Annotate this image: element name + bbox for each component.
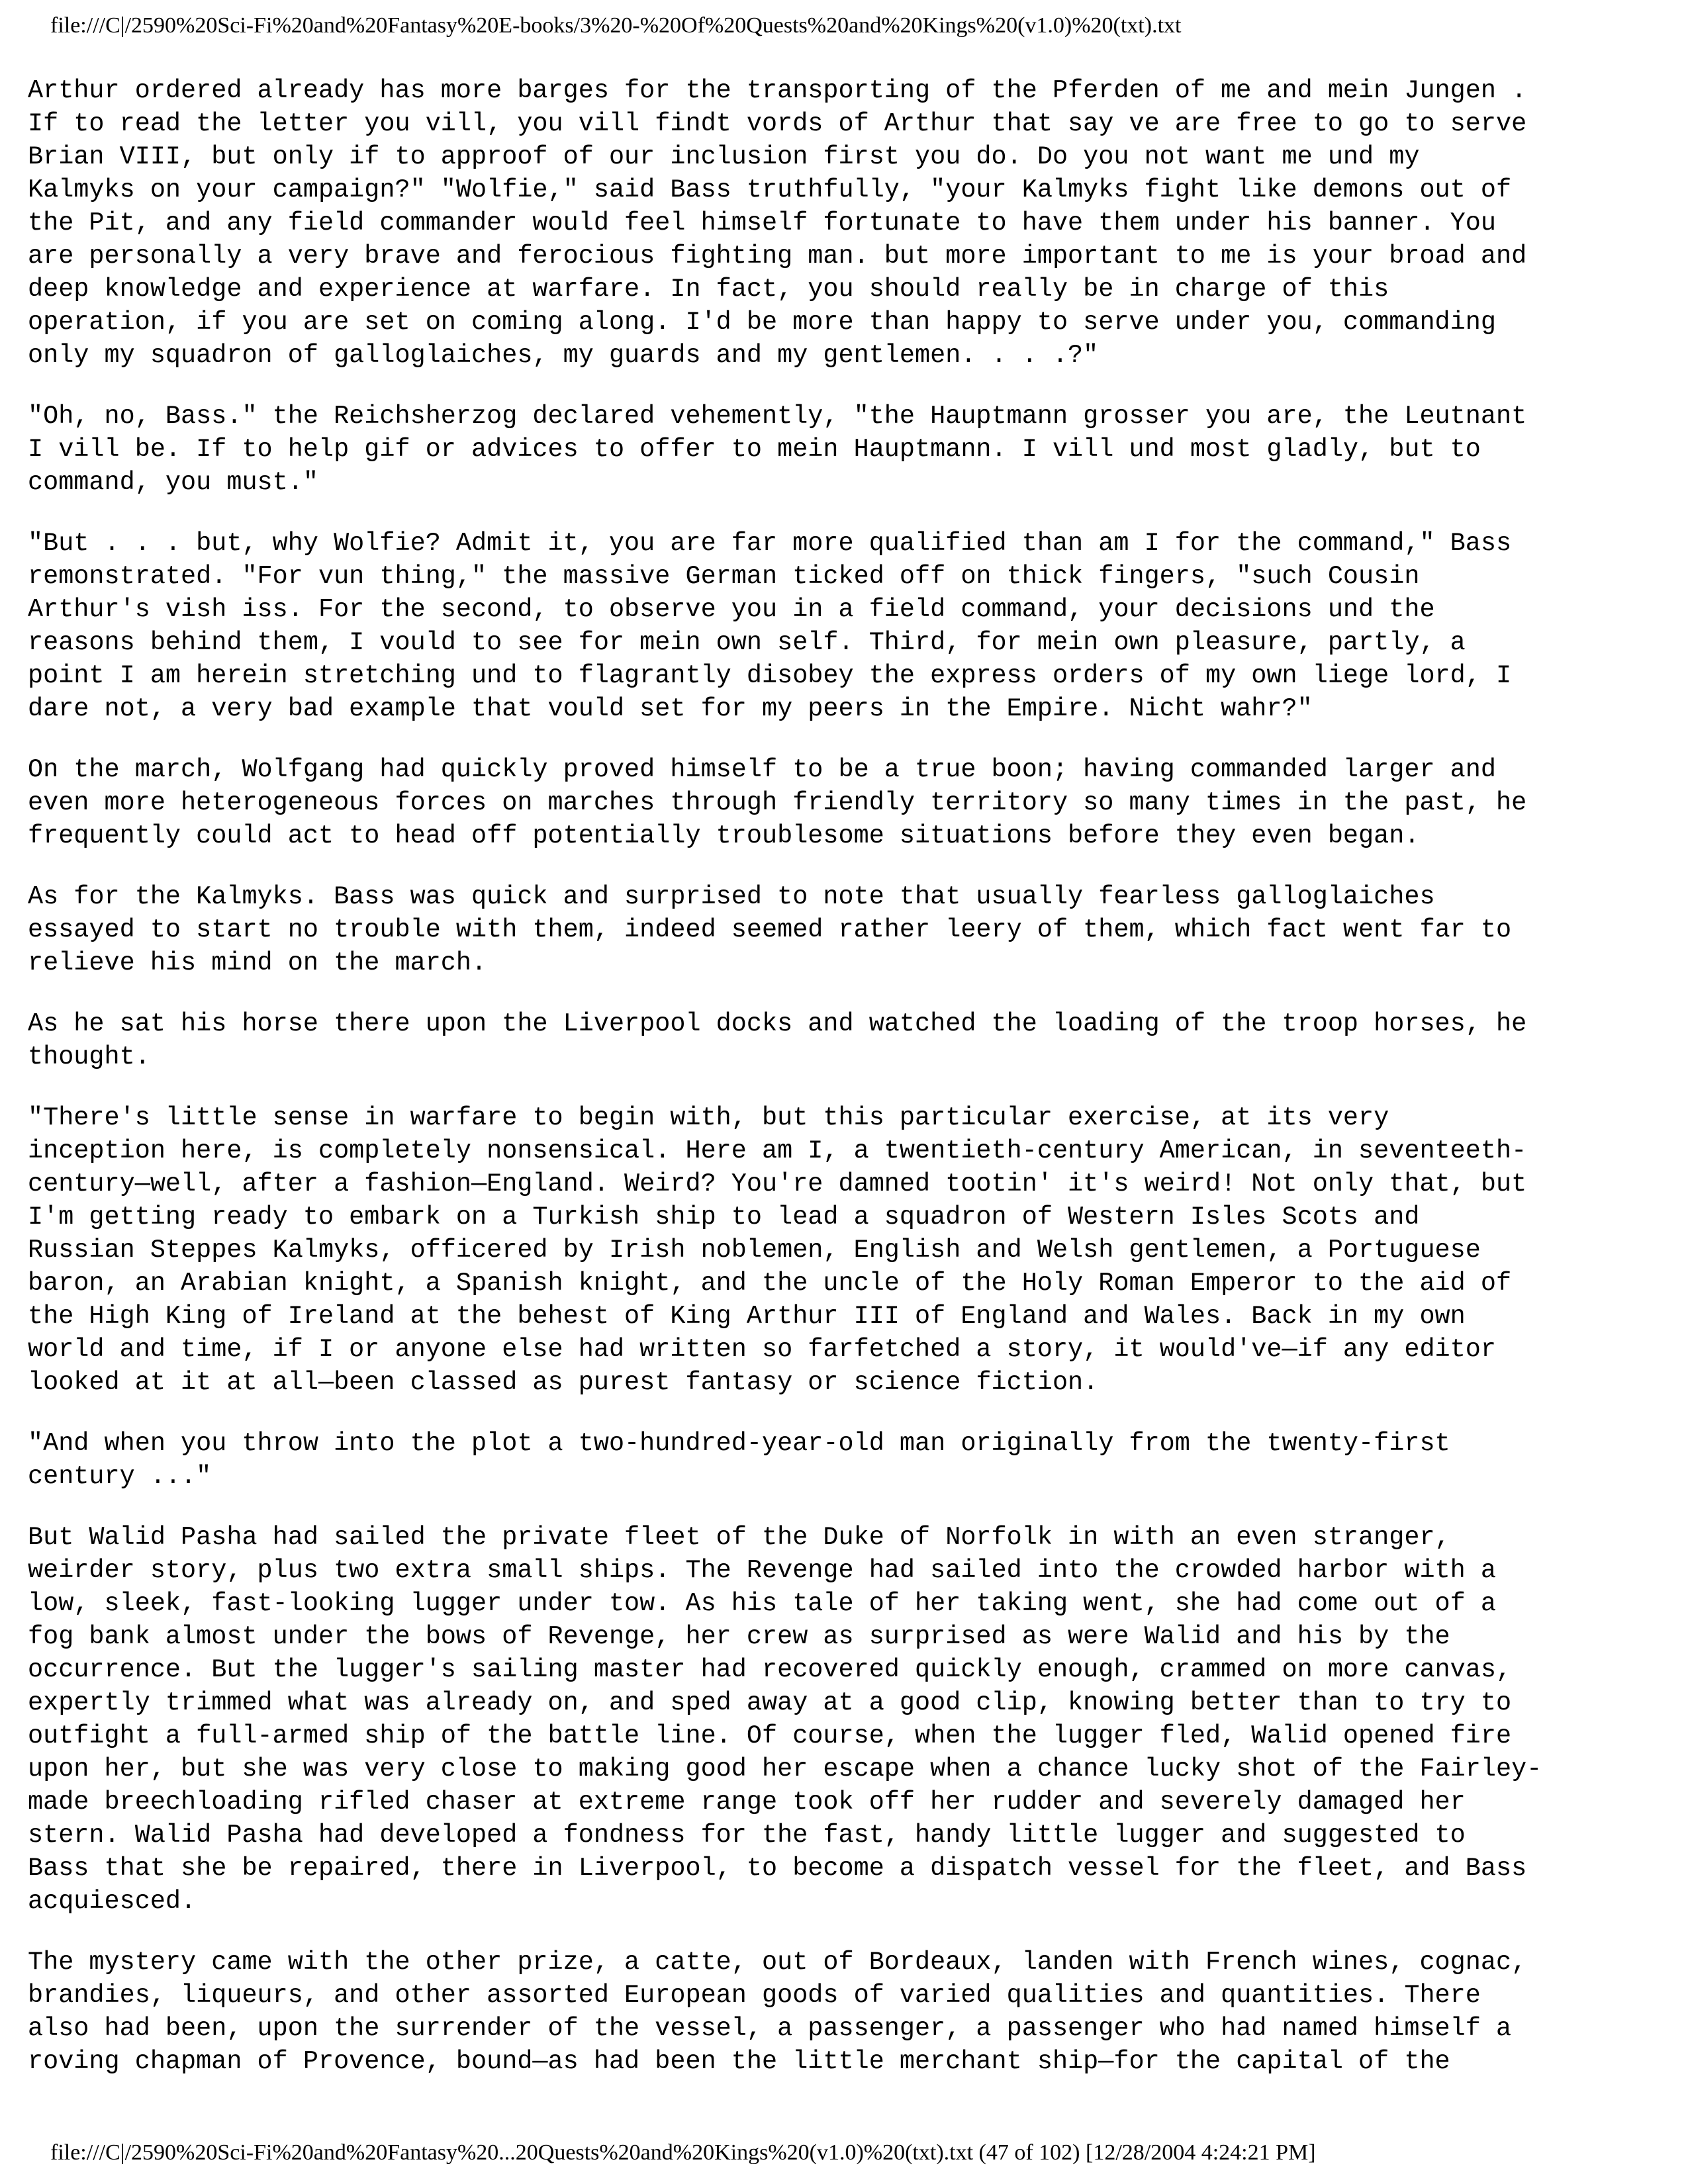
document-body	[28, 74, 1663, 2106]
paragraph: But Walid Pasha had sailed the private fleet of the Duke of Norfolk in with an even stranger, weirder story, plus two extra small ships. The Revenge had sailed into the crowded harbor with a low, sleek, fast-looking lugger under tow. As his tale of her taking went, she had come out of a fog bank almost under the bows of Revenge, her crew as surprised as were Walid and his by the occurrence. But the lugger's sailing master had recovered quickly enough, crammed on more canvas, expertly trimmed what was already on, and sped away at a good clip, knowing better than to try to outfight a full-armed ship of the battle line. Of course, when the lugger fled, Walid opened fire upon her, but she was very close to making good her escape when a chance lucky shot of the Fairley- made breechloading rifled chaser at extreme range took off her rudder and severely damaged her stern. Walid Pasha had developed a fondness for the fast, handy little lugger and suggested to Bass that she be repaired, there in Liverpool, to become a dispatch vessel for the fleet, and Bass acquiesced.	[28, 1523, 1542, 1916]
paragraph: As he sat his horse there upon the Liverpool docks and watched the loading of the troop horses, he thought.	[28, 1009, 1527, 1071]
paragraph: "Oh, no, Bass." the Reichsherzog declared vehemently, "the Hauptmann grosser you are, the Leutnant I vill be. If to help gif or advices to offer to mein Hauptmann. I vill und most gladly, but to command, you must."	[28, 402, 1527, 497]
paragraph: On the march, Wolfgang had quickly proved himself to be a true boon; having commanded larger and even more heterogeneous forces on marches through friendly territory so many times in the past, he frequently could act to head off potentially troublesome situations before they even began.	[28, 755, 1527, 850]
paragraph: The mystery came with the other prize, a catte, out of Bordeaux, landen with French wines, cognac, brandies, liqueurs, and other assorted European goods of varied qualities and quantities. There also had been, upon the surrender of the vessel, a passenger, a passenger who had named himself a roving chapman of Provence, bound—as had been the little merchant ship—for the capital of the	[28, 1948, 1527, 2076]
page-header-url: file:///C|/2590%20Sci-Fi%20and%20Fantasy%20E-books/3%20-%20Of%20Quests%20and%20Kings%20(v1.0)%20(txt).txt	[50, 13, 1182, 38]
paragraph: As for the Kalmyks. Bass was quick and surprised to note that usually fearless galloglaiches essayed to start no trouble with them, indeed seemed rather leery of them, which fact went far to relieve his mind on the march.	[28, 882, 1512, 978]
paragraph: "There's little sense in warfare to begin with, but this particular exercise, at its very inception here, is completely nonsensical. Here am I, a twentieth-century American, in seventeeth- century—well, after a fashion—England. Weird? You're damned tootin' it's weird! Not only that, but I'm getting ready to embark on a Turkish ship to lead a squadron of Western Isles Scots and Russian Steppes Kalmyks, officered by Irish noblemen, English and Welsh gentlemen, a Portuguese baron, an Arabian knight, a Spanish knight, and the uncle of the Holy Roman Emperor to the aid of the High King of Ireland at the behest of King Arthur III of England and Wales. Back in my own world and time, if I or anyone else had written so farfetched a story, it would've—if any editor looked at it at all—been classed as purest fantasy or science fiction.	[28, 1103, 1527, 1397]
paragraph: "And when you throw into the plot a two-hundred-year-old man originally from the twenty-first century ..."	[28, 1429, 1450, 1491]
paragraph: Arthur ordered already has more barges for the transporting of the Pferden of me and mein Jungen . If to read the letter you vill, you vill findt vords of Arthur that say ve are free to go to serve Brian VIII, but only if to approof of our inclusion first you do. Do you not want me und my Kalmyks on your campaign?" "Wolfie," said Bass truthfully, "your Kalmyks fight like demons out of the Pit, and any field commander would feel himself fortunate to have them under his banner. You are personally a very brave and ferocious fighting man. but more important to me is your broad and deep knowledge and experience at warfare. In fact, you should really be in charge of this operation, if you are set on coming along. I'd be more than happy to serve under you, commanding only my squadron of galloglaiches, my guards and my gentlemen. . . .?"	[28, 76, 1527, 370]
paragraph: "But . . . but, why Wolfie? Admit it, you are far more qualified than am I for the command," Bass remonstrated. "For vun thing," the massive German ticked off on thick fingers, "such Cousin Arthur's vish iss. For the second, to observe you in a field command, your decisions und the reasons behind them, I vould to see for mein own self. Third, for mein own pleasure, partly, a point I am herein stretching und to flagrantly disobey the express orders of my own liege lord, I dare not, a very bad example that vould set for my peers in the Empire. Nicht wahr?"	[28, 529, 1512, 723]
page-footer-url: file:///C|/2590%20Sci-Fi%20and%20Fantasy%20...20Quests%20and%20Kings%20(v1.0)%20(txt).txt (47 of 102) [12/28/2004 4:24:21 PM]	[50, 2140, 1316, 2165]
